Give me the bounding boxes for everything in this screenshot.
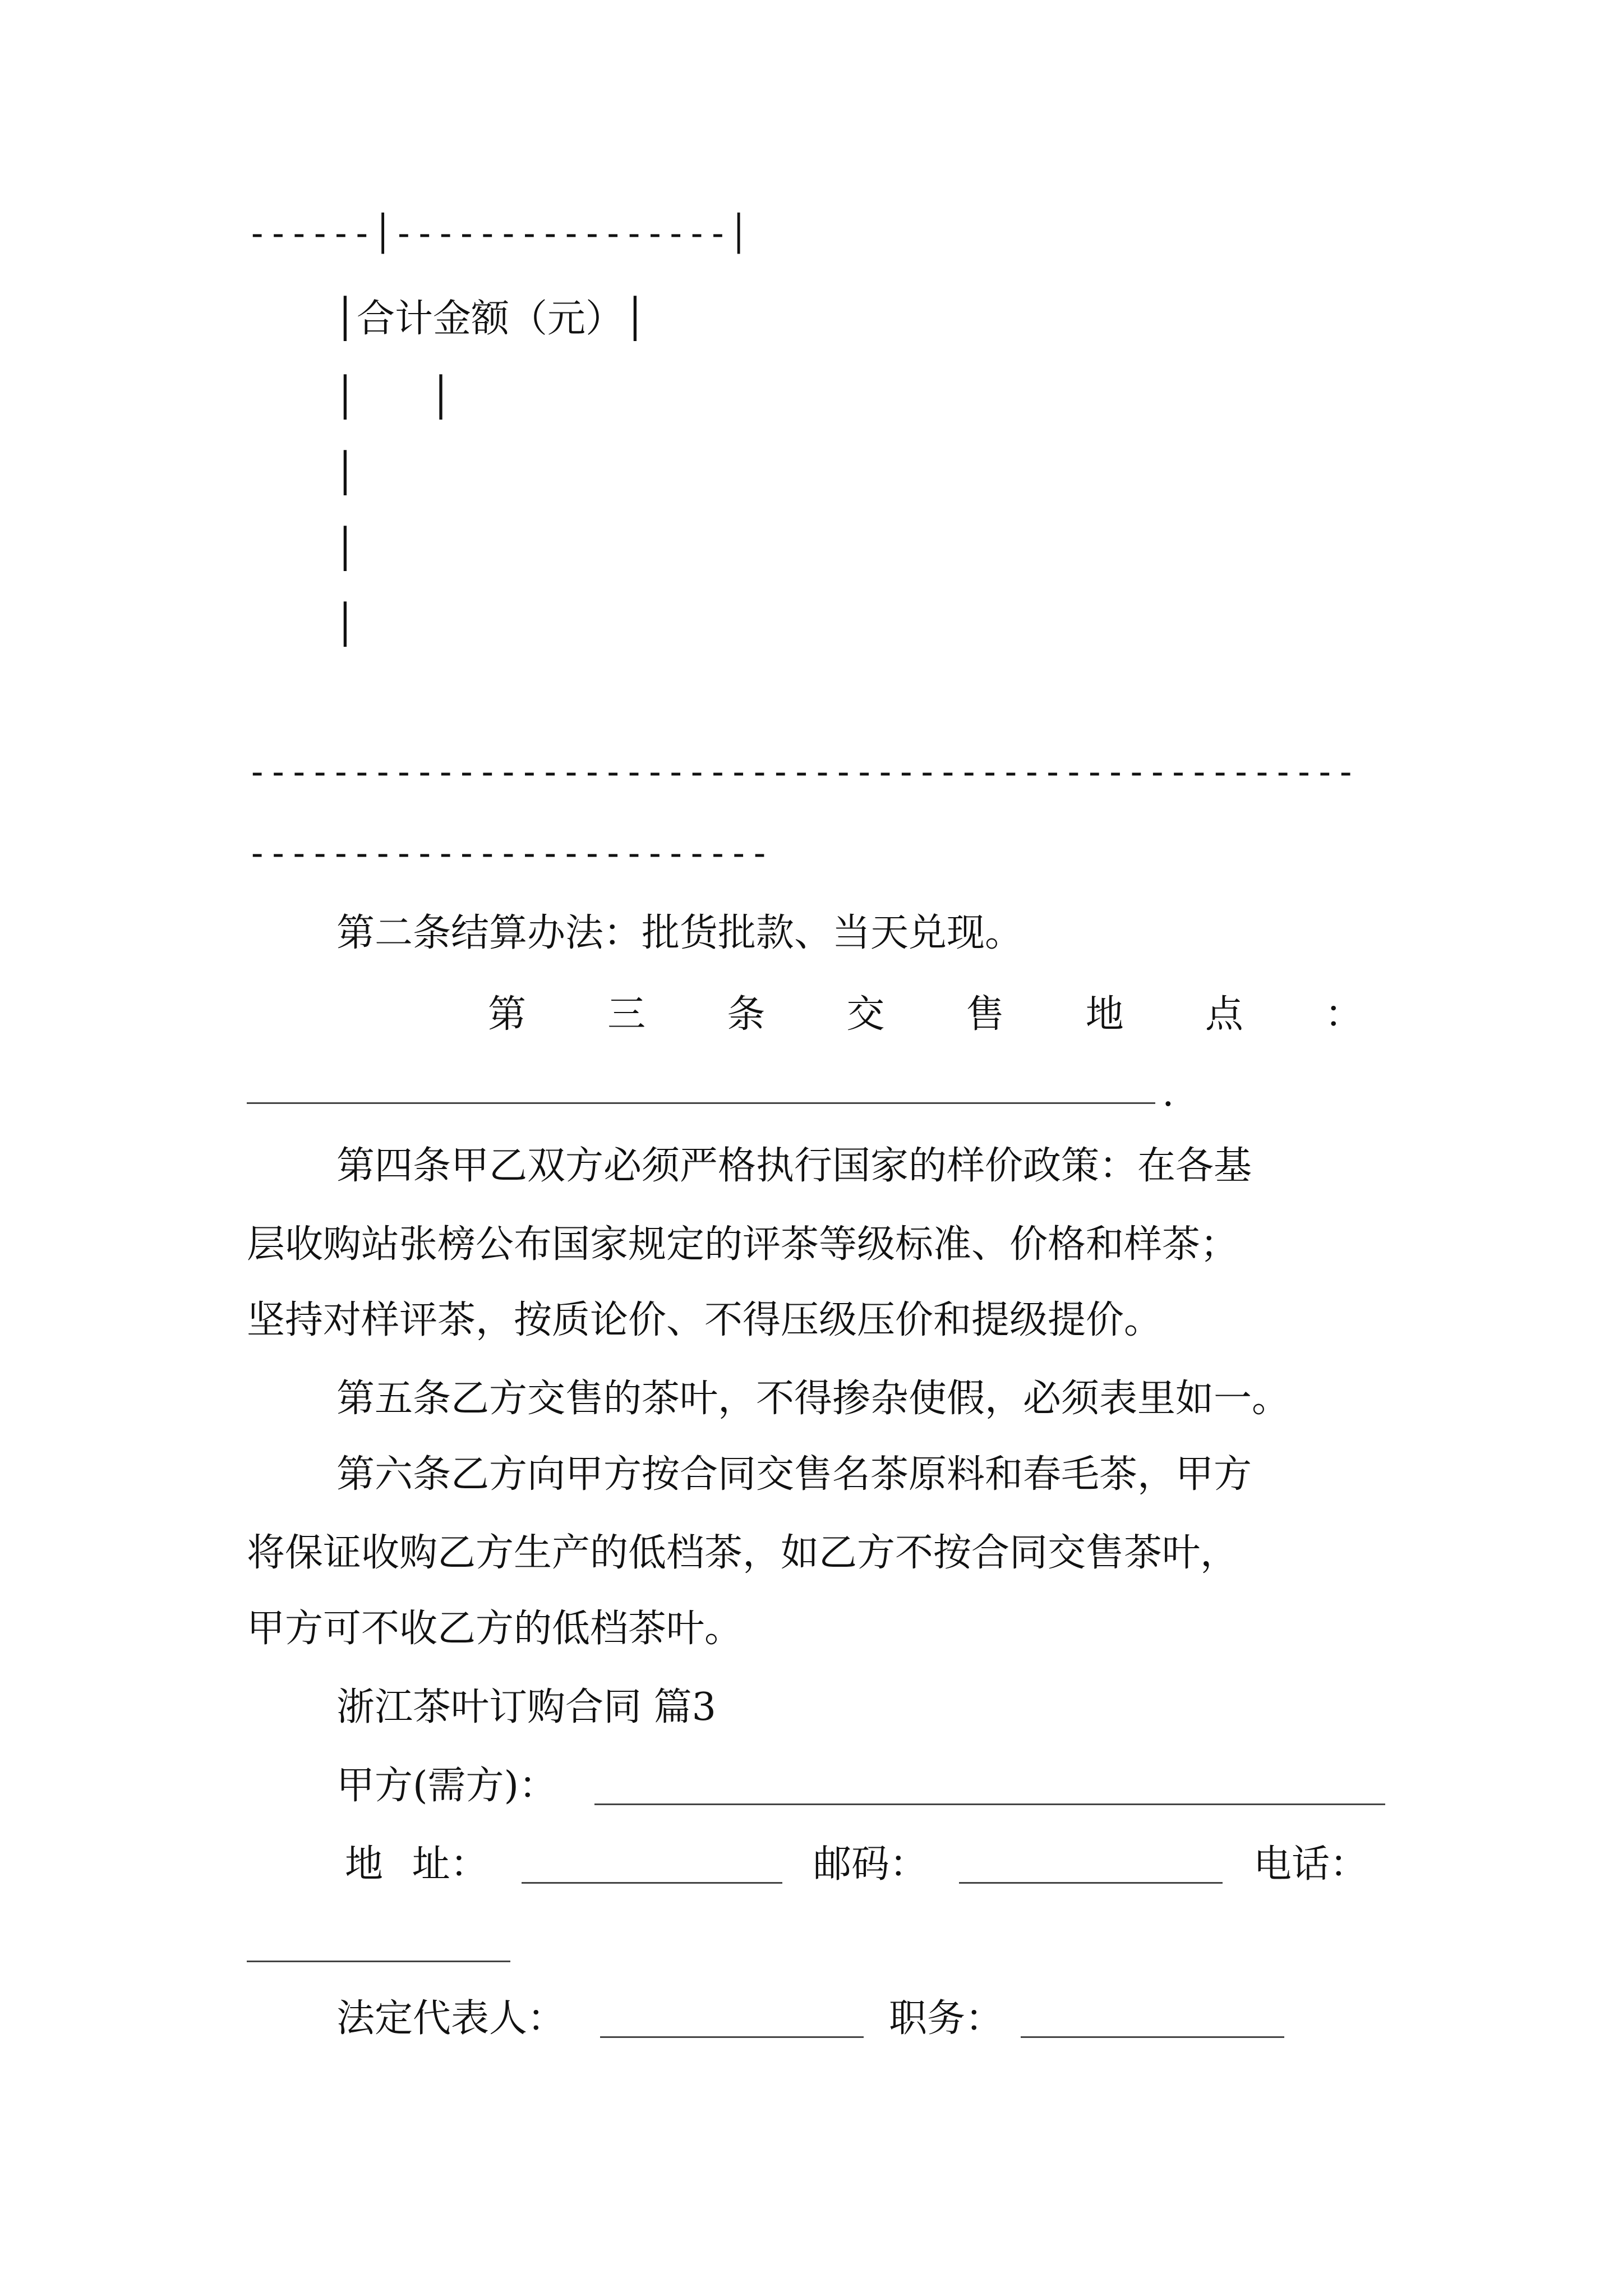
article-3-char: ： bbox=[1324, 992, 1363, 1037]
article-3-blank[interactable] bbox=[247, 1102, 1155, 1104]
article-3-char: 交 bbox=[846, 992, 885, 1037]
article-6-line-1: 第六条乙方向甲方按合同交售名茶原料和春毛茶，甲方 bbox=[336, 1452, 1252, 1497]
article-3-end: . bbox=[1162, 1071, 1174, 1115]
phone-label: 电话： bbox=[1253, 1842, 1368, 1887]
position-field[interactable] bbox=[1021, 2036, 1284, 2038]
separator-line-1: ----------------------------------------------------- bbox=[247, 751, 1357, 792]
legal-rep-field[interactable] bbox=[600, 2036, 864, 2038]
article-6-line-2: 将保证收购乙方生产的低档茶，如乙方不按合同交售茶叶， bbox=[247, 1531, 1239, 1575]
party-a-label: 甲方(需方)： bbox=[336, 1764, 557, 1808]
table-header-cell: │合计金额（元）│ bbox=[334, 297, 647, 341]
postcode-label: 邮码： bbox=[813, 1842, 928, 1887]
table-row-2: │ bbox=[334, 451, 357, 495]
article-3-char: 地 bbox=[1085, 992, 1124, 1037]
postcode-field[interactable] bbox=[959, 1882, 1223, 1884]
article-3-char: 第 bbox=[488, 992, 527, 1037]
article-4-line-1: 第四条甲乙双方必须严格执行国家的样价政策：在各基 bbox=[336, 1144, 1252, 1188]
separator-line-2: ------------------------- bbox=[247, 832, 771, 873]
article-5: 第五条乙方交售的茶叶，不得掺杂使假，必须表里如一。 bbox=[336, 1377, 1290, 1421]
article-3-char: 三 bbox=[607, 992, 646, 1037]
section-title: 浙江茶叶订购合同 篇3 bbox=[336, 1685, 716, 1729]
phone-field[interactable] bbox=[247, 1961, 510, 1962]
article-2: 第二条结算办法：批货批款、当天兑现。 bbox=[336, 911, 1023, 955]
article-3 bbox=[488, 992, 1363, 1037]
article-4-line-2: 层收购站张榜公布国家规定的评茶等级标准、价格和样茶； bbox=[247, 1222, 1239, 1267]
party-a-field[interactable] bbox=[594, 1803, 1385, 1805]
position-label: 职务： bbox=[889, 1996, 1004, 2041]
article-3-char: 条 bbox=[727, 992, 766, 1037]
address-field[interactable] bbox=[522, 1882, 782, 1884]
table-row-3: │ bbox=[334, 527, 357, 571]
article-3-char: 点 bbox=[1205, 992, 1243, 1037]
table-row-1: │ │ bbox=[334, 375, 453, 420]
article-4-line-3: 坚持对样评茶，按质论价、不得压级压价和提级提价。 bbox=[247, 1298, 1163, 1342]
address-label: 地 址： bbox=[345, 1842, 488, 1887]
legal-rep-label: 法定代表人： bbox=[336, 1996, 566, 2041]
article-3-char: 售 bbox=[966, 992, 1004, 1037]
article-6-line-3: 甲方可不收乙方的低档茶叶。 bbox=[247, 1607, 743, 1651]
table-row-4: │ bbox=[334, 602, 357, 647]
table-border-top: ------│----------------│ bbox=[247, 213, 749, 254]
